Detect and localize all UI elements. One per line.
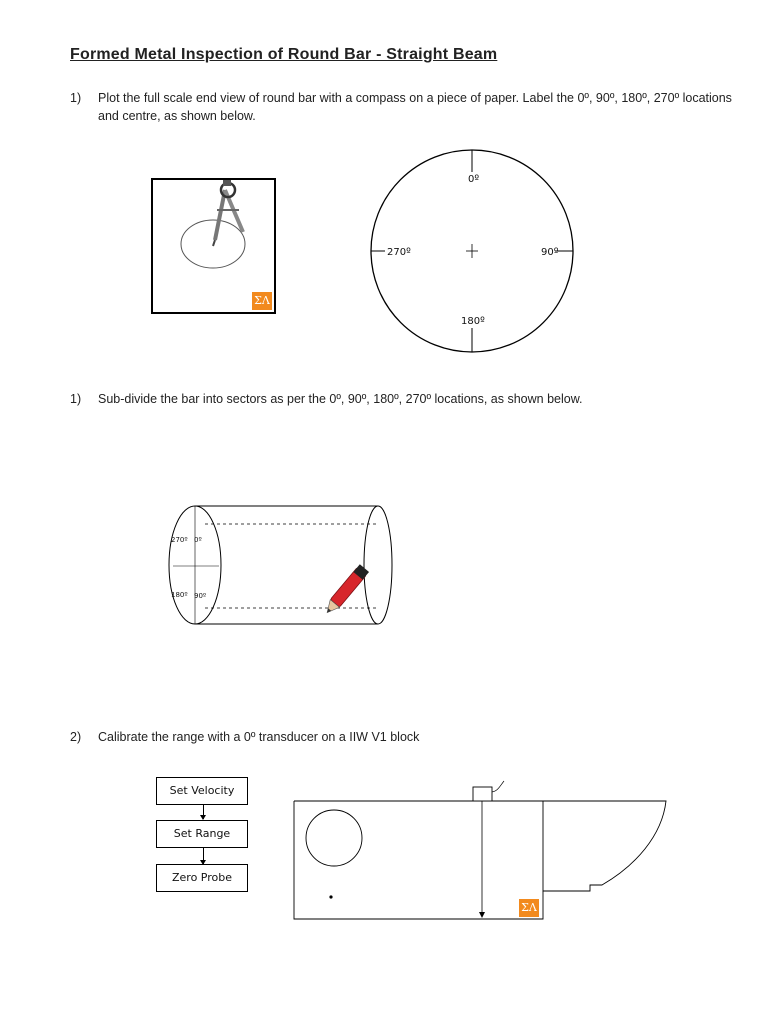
flow-set-velocity: Set Velocity	[156, 777, 248, 805]
step-text: Plot the full scale end view of round bar with a compass on a piece of paper. Label the 0º, 90º, 180º, 270º locations and centre, as shown below.	[98, 91, 732, 123]
pencil-icon	[323, 564, 369, 616]
flow-arrow	[203, 805, 204, 819]
flow-set-range: Set Range	[156, 820, 248, 848]
compass-illustration	[151, 178, 276, 314]
sigma-lambda-logo: ΣΛ	[519, 899, 539, 917]
cylinder-sector-diagram	[163, 500, 413, 630]
cyl-label-90: 90º	[194, 592, 207, 600]
flow-arrow	[203, 848, 204, 864]
label-0: 0º	[468, 174, 480, 185]
flow-zero-probe: Zero Probe	[156, 864, 248, 892]
label-270: 270º	[387, 247, 411, 258]
step-number: 1)	[70, 91, 82, 105]
step-text: Calibrate the range with a 0º transducer on a IIW V1 block	[98, 730, 420, 744]
cyl-label-180: 180º	[171, 591, 188, 599]
transducer	[473, 787, 492, 801]
step-number: 2)	[70, 730, 82, 744]
end-view-circle-diagram	[365, 148, 579, 354]
cyl-label-0: 0º	[194, 536, 202, 544]
sigma-lambda-logo: ΣΛ	[252, 292, 272, 310]
label-90: 90º	[541, 247, 559, 258]
cyl-label-270: 270º	[171, 536, 188, 544]
label-180: 180º	[461, 316, 485, 327]
iiw-v1-block-diagram	[290, 776, 670, 926]
step-text: Sub-divide the bar into sectors as per the 0º, 90º, 180º, 270º locations, as shown below.	[98, 392, 583, 406]
step-number: 1)	[70, 392, 82, 406]
page-title: Formed Metal Inspection of Round Bar - Straight Beam	[70, 46, 498, 63]
